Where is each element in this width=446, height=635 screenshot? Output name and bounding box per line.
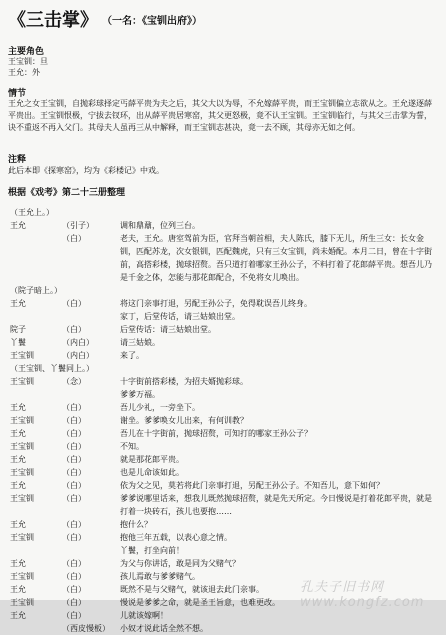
dialogue-line: 调和鼎鼐，位列三台。 (120, 221, 200, 230)
note-text: 此后本即《探寒窑》，均为《彩楼记》中戏。 (8, 166, 164, 175)
dialogue-line: 抱什么？ (120, 520, 152, 529)
speaker-name: 王宝钏 (10, 468, 34, 477)
delivery-mode: （白） (62, 572, 86, 581)
dialogue-line: 既然不是与父赌气，就该退去此门亲事。 (120, 585, 264, 594)
dialogue-line: 谢坐。爹爹唤女儿出来，有何训教？ (120, 416, 248, 425)
plot-heading: 情节 (8, 89, 27, 99)
speaker-name: 王宝钏 (10, 351, 34, 360)
dialogue-line: 为父与你讲话，敢是同为父赌气？ (120, 559, 240, 568)
speaker-name: 王宝钏 (10, 572, 34, 581)
stage-direction: （王允上。） (10, 208, 54, 217)
dialogue-line: 请三姑娘。 (120, 338, 160, 347)
speaker-name: 王允 (10, 611, 26, 620)
delivery-mode: （白） (62, 520, 86, 529)
dialogue-line: 抱他三年五载，以表心意之情。 (120, 533, 232, 542)
speaker-name: 丫鬟 (10, 338, 26, 347)
dialogue-line: 爹爹万福。 (120, 390, 160, 399)
plot-text: 王允之女王宝钏，自抛彩球择定丐薛平贵为夫之后，其父大以为辱，不允嫁薛平贵，而王宝钏偏立志欲从之。王允遂逐薛平贵出。王宝钏恨极，宁拔去钗环，出从薛平贵居寒窑，其父更怒极，竟不认王宝钏。王宝钏临行，与其父三击掌为誓，诀不重返不再入父门。其母夫人虽再三从中解释，而王宝钏志甚决，竟一去不顾，其母亦无如之何。 (8, 99, 432, 132)
role-line: 王宝钏：旦 (8, 57, 48, 66)
delivery-mode: （白） (62, 416, 86, 425)
speaker-name: 王允 (10, 299, 26, 308)
source-heading: 根据《戏考》第二十三册整理 (8, 188, 126, 198)
dialogue-line: 将这门亲事打退，另配王孙公子，免得耽误吾儿终身。 (120, 299, 312, 308)
delivery-mode: （白） (62, 559, 86, 568)
delivery-mode: （引子） (62, 221, 94, 230)
delivery-mode: （白） (62, 481, 86, 490)
speaker-name: 王允 (10, 559, 26, 568)
stage-direction: （院子暗上。） (10, 286, 62, 295)
speaker-name: 院子 (10, 325, 26, 334)
delivery-mode: （白） (62, 611, 86, 620)
dialogue-line: 儿就该嫁啊！ (120, 611, 168, 620)
note-heading: 注释 (8, 155, 27, 165)
delivery-mode: （白） (62, 533, 86, 542)
dialogue-line: 爹爹说哪里话来，想我儿既然抛球招赘，就是先天所定。今日慢说是打着花郎平贵，就是打着一块砖石，孩儿也要抱…… (120, 494, 432, 516)
dialogue-line: 慢说是爹爹之命，就是圣王旨意，也难更改。 (120, 598, 280, 607)
dialogue-line: 不知。 (120, 442, 144, 451)
dialogue-line: 吾儿少礼，一旁坐下。 (120, 403, 200, 412)
speaker-name: 王允 (10, 403, 26, 412)
dialogue-line: 十字街前搭彩楼，为招夫婿抛彩球。 (120, 377, 248, 386)
speaker-name: 王宝钏 (10, 442, 34, 451)
stage-direction: （王宝钏、丫鬟同上。） (10, 364, 94, 373)
speaker-name: 王允 (10, 585, 26, 594)
delivery-mode: （内白） (62, 338, 94, 347)
dialogue-line: 孩儿焉敢与爹爹赌气。 (120, 572, 200, 581)
speaker-name: 王允 (10, 455, 26, 464)
delivery-mode: （西皮慢板） (62, 624, 110, 633)
speaker-name: 王允 (10, 429, 26, 438)
delivery-mode: （白） (62, 299, 86, 308)
delivery-mode: （白） (62, 494, 86, 503)
play-alias: （一名：《宝钏出府》） (102, 16, 202, 27)
delivery-mode: （白） (62, 403, 86, 412)
delivery-mode: （白） (62, 455, 86, 464)
delivery-mode: （白） (62, 234, 86, 243)
dialogue-line: 来了。 (120, 351, 144, 360)
dialogue-line: 家丁，后堂传话，请三姑娘出堂。 (120, 312, 240, 321)
play-title: 《三击掌》 (8, 10, 98, 31)
speaker-name: 王宝钏 (10, 377, 34, 386)
speaker-name: 王允 (10, 481, 26, 490)
delivery-mode: （白） (62, 442, 86, 451)
speaker-name: 王宝钏 (10, 416, 34, 425)
delivery-mode: （白） (62, 585, 86, 594)
dialogue-line: 吾儿在十字街前，抛球招赘，可知打的哪家王孙公子？ (120, 429, 312, 438)
speaker-name: 王宝钏 (10, 494, 34, 503)
delivery-mode: （白） (62, 598, 86, 607)
speaker-name: 王允 (10, 221, 26, 230)
delivery-mode: （念） (62, 377, 86, 386)
speaker-name: 王宝钏 (10, 533, 34, 542)
watermark: 孔夫子旧书网 www.kongfz.com (300, 580, 425, 610)
speaker-name: 王允 (10, 520, 26, 529)
delivery-mode: （白） (62, 325, 86, 334)
delivery-mode: （白） (62, 429, 86, 438)
delivery-mode: （白） (62, 468, 86, 477)
dialogue-line: 也是儿命该如此。 (120, 468, 184, 477)
roles-heading: 主要角色 (8, 47, 45, 57)
dialogue-line: 小奴才说此话全然不想。 (120, 624, 208, 633)
dialogue-line: 就是那花郎平贵。 (120, 455, 184, 464)
dialogue-line: 依为父之见，莫若将此门亲事打退，另配王孙公子。不知吾儿，意下如何？ (120, 481, 384, 490)
dialogue-line: 老夫，王允。唐室驾前为臣，官拜当朝首相，夫人陈氏，膝下无儿，所生三女：长女金钏，匹配苏龙，次女银钏，匹配魏虎，只有三女宝钏，尚未婚配。本月二日，曾在十字街前，高搭彩楼，抛球招赘。吾只道打着哪家王孙公子，不料打着了花郎薛平贵。想吾儿乃是千金之体，怎能与那花郎配合，不免将女儿唤出。 (120, 234, 432, 282)
role-line: 王允：外 (8, 68, 40, 77)
delivery-mode: （内白） (62, 351, 94, 360)
dialogue-line: 后堂传话：请三姑娘出堂。 (120, 325, 216, 334)
speaker-name: 王宝钏 (10, 598, 34, 607)
dialogue-line: 丫鬟，打坐向前！ (120, 546, 184, 555)
